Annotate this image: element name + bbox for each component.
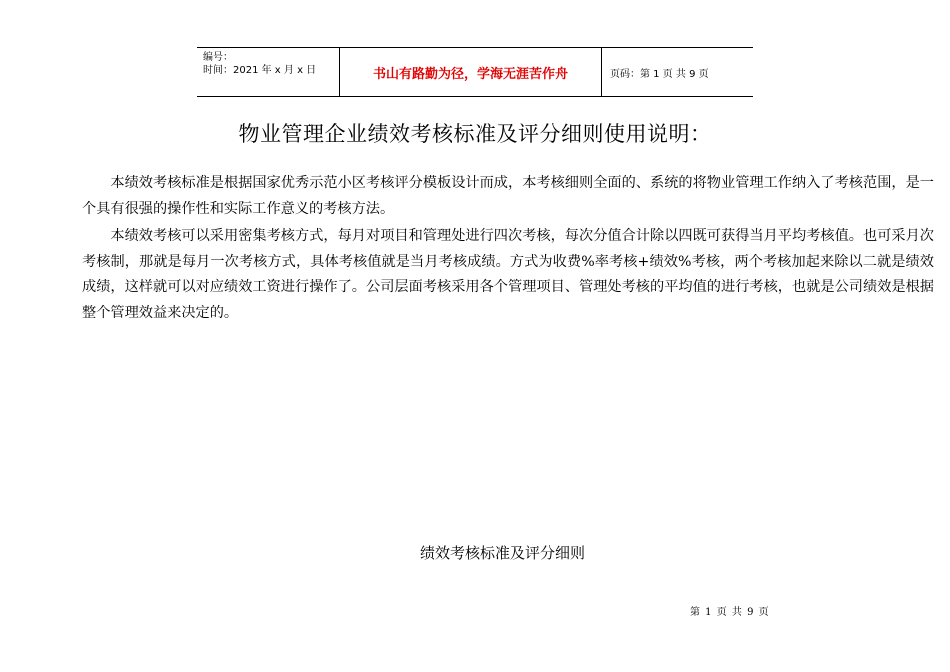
section-title: 绩效考核标准及评分细则 bbox=[419, 544, 585, 562]
time-label: 时间：2021 年 x 月 x 日 bbox=[203, 65, 317, 76]
header-page-cell bbox=[602, 48, 753, 96]
number-label: 编号： bbox=[203, 52, 233, 63]
motto-text: 书山有路勤为径，学海无涯苦作舟 bbox=[372, 66, 568, 82]
document-header-table bbox=[197, 47, 753, 97]
document-body bbox=[82, 171, 934, 328]
page-footer: 第 1 页 共 9 页 bbox=[690, 607, 770, 618]
page-code: 页码：第 1 页 共 9 页 bbox=[610, 68, 709, 80]
header-motto-cell bbox=[340, 48, 602, 96]
header-meta-cell bbox=[197, 48, 340, 96]
body-paragraph: 本绩效考核标准是根据国家优秀示范小区考核评分模板设计而成，本考核细则全面的、系统的将物业管理工作纳入了考核范围，是一个具有很强的操作性和实际工作意义的考核方法。 bbox=[82, 175, 934, 217]
document-title: 物业管理企业绩效考核标准及评分细则使用说明： bbox=[238, 122, 712, 146]
body-paragraph: 本绩效考核可以采用密集考核方式，每月对项目和管理处进行四次考核，每次分值合计除以四既可获得当月平均考核值。也可采月次考核制，那就是每月一次考核方式，具体考核值就是当月考核成绩。方式为收费%率考核+绩效%考核，两个考核加起来除以二就是绩效成绩，这样就可以对应绩效工资进行操作了。公司层面考核采用各个管理项目、管理处考核的平均值的进行考核，也就是公司绩效是根据整个管理效益来决定的。 bbox=[82, 228, 934, 321]
